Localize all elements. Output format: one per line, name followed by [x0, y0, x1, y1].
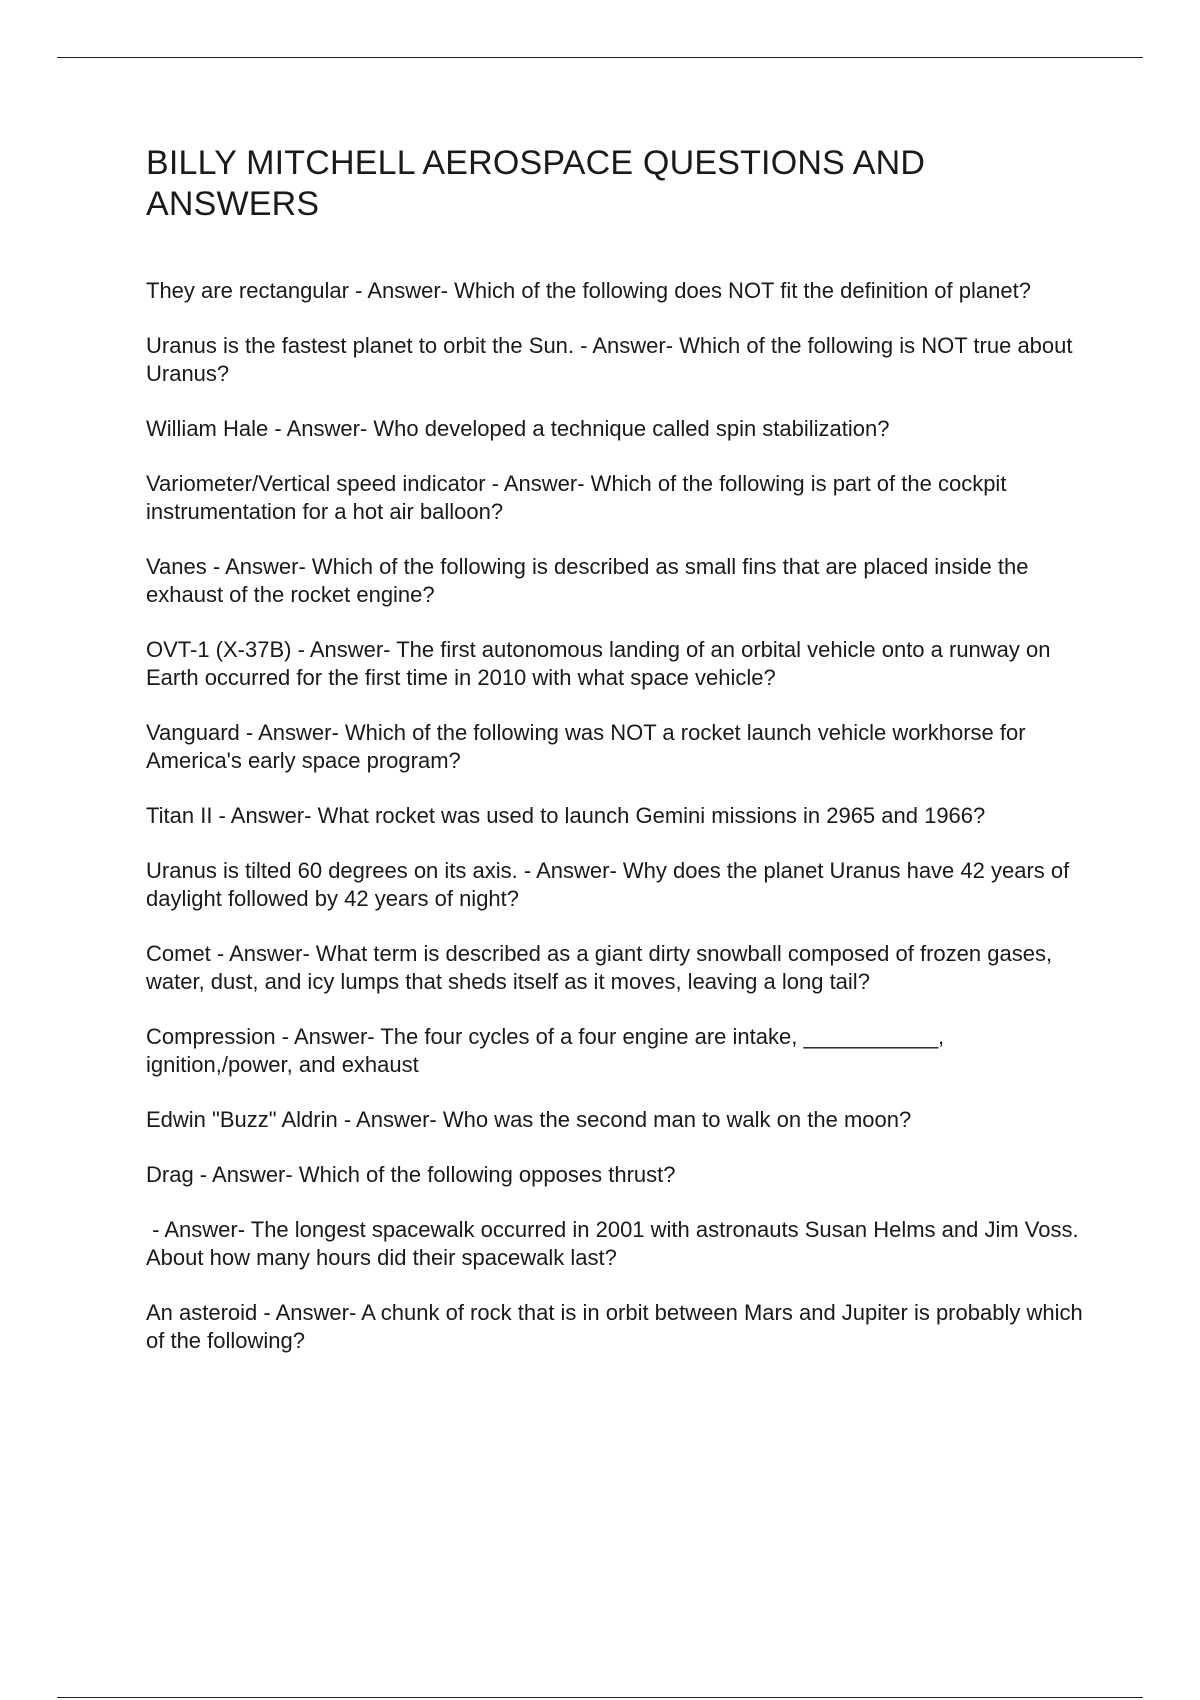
- bottom-rule: [57, 1697, 1143, 1698]
- document-title: BILLY MITCHELL AEROSPACE QUESTIONS AND ANSWERS: [146, 144, 926, 223]
- top-rule: [57, 57, 1143, 58]
- qa-item: Uranus is the fastest planet to orbit the Sun. - Answer- Which of the following is NOT true about Uranus?: [146, 333, 1079, 386]
- qa-item: Vanes - Answer- Which of the following is described as small fins that are placed inside the exhaust of the rocket engine?: [146, 554, 1035, 607]
- qa-item: OVT-1 (X-37B) - Answer- The first autonomous landing of an orbital vehicle onto a runway on Earth occurred for the first time in 2010 with what space vehicle?: [146, 637, 1057, 690]
- qa-item: William Hale - Answer- Who developed a technique called spin stabilization?: [146, 416, 890, 441]
- qa-item: An asteroid - Answer- A chunk of rock that is in orbit between Mars and Jupiter is probably which of the following?: [146, 1300, 1089, 1353]
- document-body: [146, 143, 1089, 1382]
- qa-item: Compression - Answer- The four cycles of a four engine are intake, ___________, ignition,/power, and exhaust: [146, 1024, 951, 1077]
- qa-item: They are rectangular - Answer- Which of the following does NOT fit the definition of planet?: [146, 278, 1031, 303]
- qa-item: Titan II - Answer- What rocket was used to launch Gemini missions in 2965 and 1966?: [146, 803, 986, 828]
- qa-list: [146, 277, 1089, 1355]
- qa-item: Uranus is tilted 60 degrees on its axis. - Answer- Why does the planet Uranus have 42 years of daylight followed by 42 years of night?: [146, 858, 1076, 911]
- qa-item: Vanguard - Answer- Which of the following was NOT a rocket launch vehicle workhorse for America's early space program?: [146, 720, 1031, 773]
- qa-item: Edwin "Buzz" Aldrin - Answer- Who was the second man to walk on the moon?: [146, 1107, 912, 1132]
- qa-item: - Answer- The longest spacewalk occurred in 2001 with astronauts Susan Helms and Jim Voss. About how many hours did their spacewalk last?: [146, 1217, 1084, 1270]
- qa-item: Variometer/Vertical speed indicator - Answer- Which of the following is part of the cockpit instrumentation for a hot air balloon?: [146, 471, 1013, 524]
- qa-item: Comet - Answer- What term is described as a giant dirty snowball composed of frozen gases, water, dust, and icy lumps that sheds itself as it moves, leaving a long tail?: [146, 941, 1059, 994]
- qa-item: Drag - Answer- Which of the following opposes thrust?: [146, 1162, 676, 1187]
